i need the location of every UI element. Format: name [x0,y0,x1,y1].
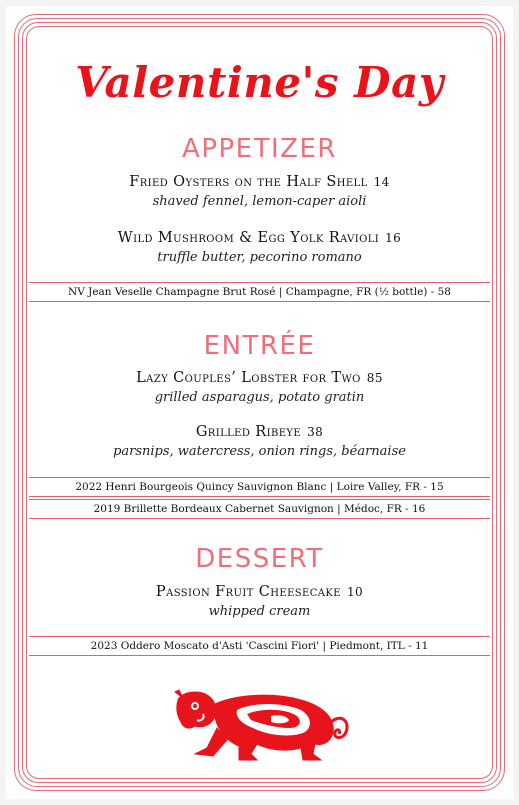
wine-pairing: NV Jean Veselle Champagne Brut Rosé | Champagne, FR (½ bottle) - 58 [29,282,490,302]
wine-pairing: 2019 Brillette Bordeaux Cabernet Sauvignon | Médoc, FR - 16 [29,499,490,519]
dish-name: Fried Oysters on the Half Shell 14 [129,174,390,190]
dragon-beast-logo-icon [173,688,351,766]
dish-price: 16 [385,231,402,245]
wine-pairing: 2022 Henri Bourgeois Quincy Sauvignon Blanc | Loire Valley, FR - 15 [29,477,490,497]
dish-description: shaved fennel, lemon-caper aioli [152,194,367,209]
dish-name: Grilled Ribeye 38 [195,424,324,440]
section-title-appetizer: APPETIZER [182,134,337,164]
dish-description: parsnips, watercress, onion rings, béarnaise [113,444,406,459]
menu-title: Valentine's Day [75,58,444,107]
dish-description: truffle butter, pecorino romano [157,250,362,265]
dish-name: Lazy Couples’ Lobster for Two 85 [136,370,383,386]
dish-price: 10 [347,585,364,599]
dish-description: grilled asparagus, potato gratin [154,390,365,405]
dish-price: 14 [373,175,390,189]
dish-price: 38 [307,425,324,439]
section-title-entree: ENTRÉE [203,331,316,361]
dish-price: 85 [366,371,383,385]
wine-pairing: 2023 Oddero Moscato d'Asti 'Cascini Fiori' | Piedmont, ITL - 11 [29,636,490,656]
section-title-dessert: DESSERT [195,544,324,574]
dish-description: whipped cream [208,604,311,619]
dish-name: Wild Mushroom & Egg Yolk Ravioli 16 [117,230,402,246]
dish-name: Passion Fruit Cheesecake 10 [155,584,364,600]
menu-page [6,6,513,799]
